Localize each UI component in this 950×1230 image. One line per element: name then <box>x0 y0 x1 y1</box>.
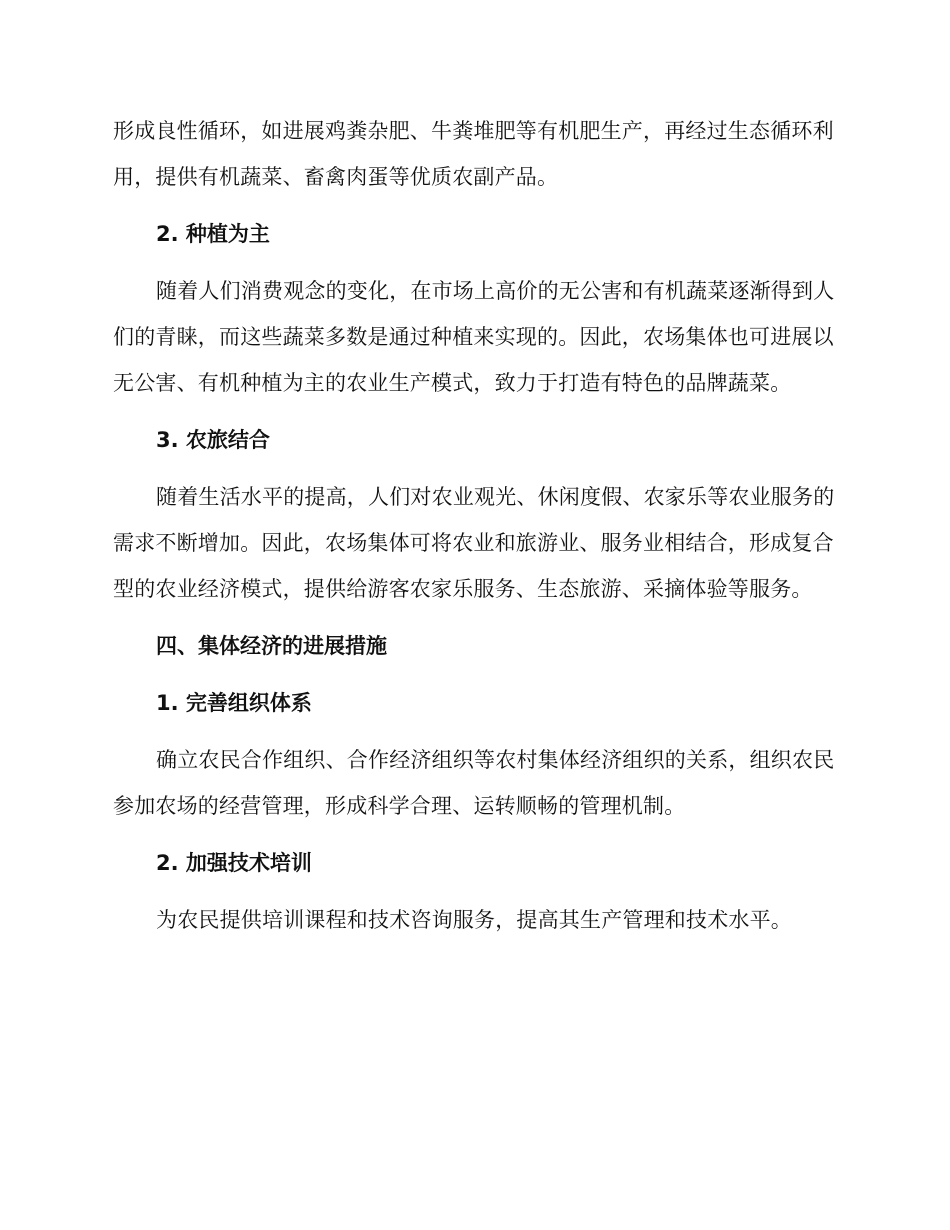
paragraph-organic-cycle: 形成良性循环，如进展鸡粪杂肥、牛粪堆肥等有机肥生产，再经过生态循环利用，提供有机蔬菜、畜禽肉蛋等优质农副产品。 <box>113 119 834 189</box>
paragraph-organization: 确立农民合作组织、合作经济组织等农村集体经济组织的关系，组织农民参加农场的经营管理，形成科学合理、运转顺畅的管理机制。 <box>113 748 835 818</box>
paragraph-planting: 随着人们消费观念的变化，在市场上高价的无公害和有机蔬菜逐渐得到人们的青睐，而这些蔬菜多数是通过种植来实现的。因此，农场集体也可进展以无公害、有机种植为主的农业生产模式，致力于打造有特色的品牌蔬菜。 <box>113 279 835 395</box>
heading-section-four: 四、集体经济的进展措施 <box>156 634 387 658</box>
paragraph-training: 为农民提供培训课程和技术咨询服务，提高其生产管理和技术水平。 <box>156 908 792 932</box>
heading-planting: 2. 种植为主 <box>156 222 270 246</box>
heading-agritourism: 3. 农旅结合 <box>156 428 270 452</box>
document-page <box>113 108 843 943</box>
heading-training: 2. 加强技术培训 <box>156 851 312 875</box>
paragraph-agritourism: 随着生活水平的提高，人们对农业观光、休闲度假、农家乐等农业服务的需求不断增加。因此，农场集体可将农业和旅游业、服务业相结合，形成复合型的农业经济模式，提供给游客农家乐服务、生态旅游、采摘体验等服务。 <box>113 485 835 601</box>
heading-organization: 1. 完善组织体系 <box>156 691 312 715</box>
